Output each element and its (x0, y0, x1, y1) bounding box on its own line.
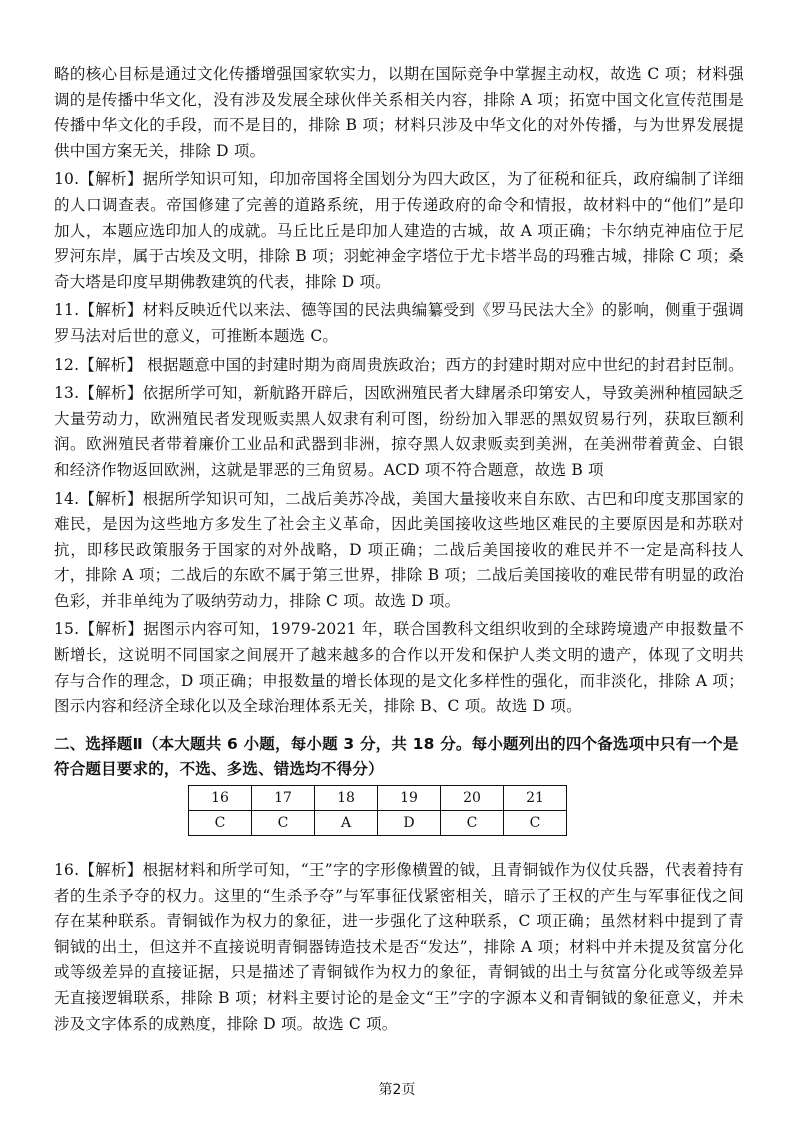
document-body (54, 62, 744, 1040)
answer-letter-cell: C (504, 811, 567, 836)
page-number: 第2页 (378, 1082, 416, 1098)
answer-letter-cell: A (315, 811, 378, 836)
paragraph-q15: 15.【解析】据图示内容可知，1979-2021 年，联合国教科文组织收到的全球跨境遗产申报数量不断增长，这说明不同国家之间展开了越来越多的合作以开发和保护人类文明的遗产，体现了文明共存与合作的理念，D 项正确；申报数量的增长体现的是文化多样性的强化，而非淡化，排除 A 项；图示内容和经济全球化以及全球治理体系无关，排除 B、C 项。故选 D 项。 (54, 620, 744, 716)
answer-number-cell: 21 (504, 786, 567, 811)
answer-letter-cell: C (252, 811, 315, 836)
spacer (54, 836, 744, 858)
answer-number-cell: 19 (378, 786, 441, 811)
answer-table-number-row (189, 786, 567, 811)
answer-table-answer-row (189, 811, 567, 836)
section-heading: 二、选择题Ⅱ（本大题共 6 小题，每小题 3 分，共 18 分。每小题列出的四个备选项中只有一个是符合题目要求的，不选、多选、错选均不得分） (54, 734, 739, 779)
answer-table (188, 785, 567, 836)
answer-number-cell: 16 (189, 786, 252, 811)
answer-number-cell: 18 (315, 786, 378, 811)
paragraph-q10: 10.【解析】据所学知识可知，印加帝国将全国划分为四大政区，为了征税和征兵，政府编制了详细的人口调查表。帝国修建了完善的道路系统，用于传递政府的命令和情报，故材料中的“他们”是印加人，本题应选印加人的成就。马丘比丘是印加人建造的古城，故 A 项正确；卡尔纳克神庙位于尼罗河东岸，属于古埃及文明，排除 B 项；羽蛇神金字塔位于尤卡塔半岛的玛雅古城，排除 C 项；桑奇大塔是印度早期佛教建筑的代表，排除 D 项。 (54, 170, 744, 291)
paragraph-q9-continued: 略的核心目标是通过文化传播增强国家软实力，以期在国际竞争中掌握主动权，故选 C 项；材料强调的是传播中华文化，没有涉及发展全球伙伴关系相关内容，排除 A 项；拓宽中国文化宣传范围是传播中华文化的手段，而不是目的，排除 B 项；材料只涉及中华文化的对外传播，与为世界发展提供中国方案无关，排除 D 项。 (54, 65, 744, 160)
paragraph-q12: 12.【解析】 根据题意中国的封建时期为商周贵族政治；西方的封建时期对应中世纪的封君封臣制。 (54, 355, 744, 374)
answer-letter-cell: C (441, 811, 504, 836)
answer-letter-cell: C (189, 811, 252, 836)
paragraph-q13: 13.【解析】依据所学可知，新航路开辟后，因欧洲殖民者大肆屠杀印第安人，导致美洲种植园缺乏大量劳动力，欧洲殖民者发现贩卖黑人奴隶有利可图，纷纷加入罪恶的黑奴贸易行列，获取巨额利润。欧洲殖民者带着廉价工业品和武器到非洲，掠夺黑人奴隶贩卖到美洲，在美洲带着黄金、白银和经济作物返回欧洲，这就是罪恶的三角贸易。ACD 项不符合题意，故选 B 项 (54, 384, 744, 479)
answer-number-cell: 20 (441, 786, 504, 811)
paragraph-q11: 11.【解析】材料反映近代以来法、德等国的民法典编纂受到《罗马民法大全》的影响，侧重于强调罗马法对后世的意义，可推断本题选 C。 (54, 301, 744, 345)
answer-letter-cell: D (378, 811, 441, 836)
paragraph-q16: 16.【解析】根据材料和所学可知，“王”字的字形像横置的钺，且青铜钺作为仪仗兵器，代表着持有者的生杀予夺的权力。这里的“生杀予夺”与军事征伐紧密相关，暗示了王权的产生与军事征伐之间存在某种联系。青铜钺作为权力的象征，进一步强化了这种联系，C 项正确；虽然材料中提到了青铜钺的出土，但这并不直接说明青铜器铸造技术是否“发达”，排除 A 项；材料中并未提及贫富分化或等级差异的直接证据，只是描述了青铜钺作为权力的象征，青铜钺的出土与贫富分化或等级差异无直接逻辑联系，排除 B 项；材料主要讨论的是金文“王”字的字源本义和青铜钺的象征意义，并未涉及文字体系的成熟度，排除 D 项。故选 C 项。 (54, 861, 744, 1033)
paragraph-q14: 14.【解析】根据所学知识可知，二战后美苏冷战，美国大量接收来自东欧、古巴和印度支那国家的难民，是因为这些地方多发生了社会主义革命，因此美国接收这些地区难民的主要原因是和苏联对抗，即移民政策服务于国家的对外战略，D 项正确；二战后美国接收的难民并不一定是高科技人才，排除 A 项；二战后的东欧不属于第三世界，排除 B 项；二战后美国接收的难民带有明显的政治色彩，并非单纯为了吸纳劳动力，排除 C 项。故选 D 项。 (54, 489, 744, 610)
answer-number-cell: 17 (252, 786, 315, 811)
